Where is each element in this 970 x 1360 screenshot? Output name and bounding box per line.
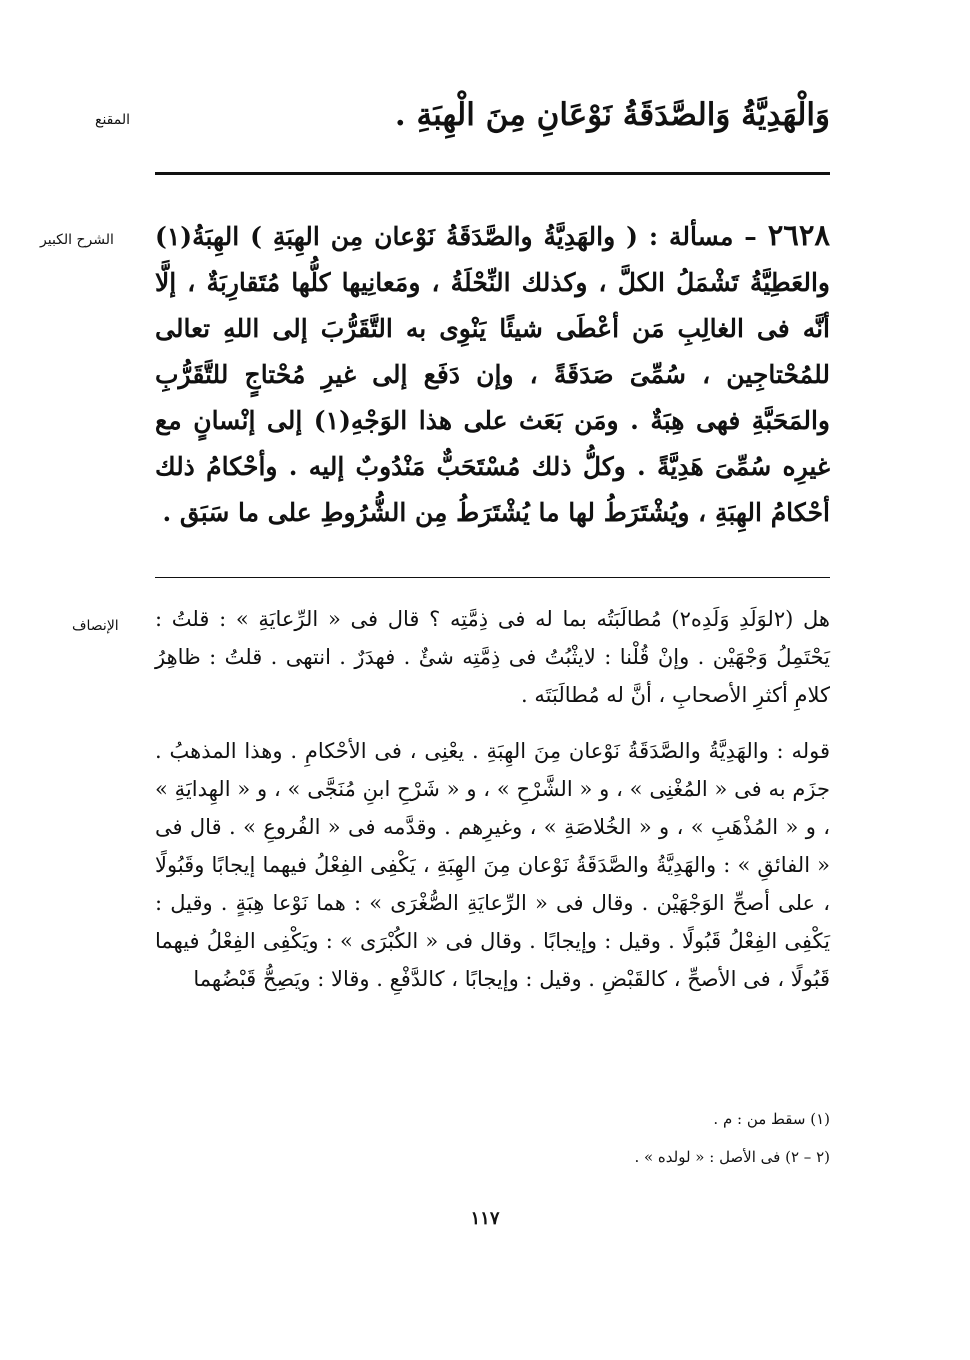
footnote-1: (١) سقط من : م .: [713, 1110, 830, 1128]
insaf-text: [155, 600, 830, 998]
insaf-paragraph-1: هل (٢لوَلَدِ وَلَدِه٢) مُطالَبَتُه بما له فى ذِمَّتِه ؟ قال فى « الرِّعايَةِ » : قلتُ : يَحْتَمِلُ وَجْهَيْن . وإنْ قُلْنا : لايثْبُتُ فى ذِمَّتِه شئٌ . فهدَرٌ . انتهى . قلتُ : ظاهِرُ كلامِ أكثرِ الأصحابِ ، أنَّ له مُطالَبَتَه .: [155, 607, 830, 707]
sharh-body: – مسألة : ( والهَدِيَّةُ والصَّدَقَةُ نَوْعان مِن الهِبَةِ ) الهِبَةُ(١) والعَطِيَّةُ تَشْمَلُ الكلَّ ، وكذلك النِّحْلَةُ ، ومَعانِيها كلُّها مُتَقارِبَةٌ ، إلَّا أنَّه فى الغالِبِ مَن أعْطَى شيئًا يَنْوِى به التَّقَرُّبَ إلى اللهِ تعالى للمُحْتاجِين ، سُمِّىَ صَدَقَةً ، وإن دَفَع إلى غيرِ مُحْتاجٍ للتَّقَرُّبِ والمَحَبَّةِ فهى هِبَةٌ . ومَن بَعَث على هذا الوَجْهِ(١) إلى إنْسانٍ مع غيرِه سُمِّىَ هَدِيَّةً . وكلُّ ذلك مُسْتَحَبٌّ مَنْدُوبٌ إليه . وأحْكامُ ذلك أحْكامُ الهِبَةِ ، ويُشْتَرَطُ لها ما يُشْتَرَطُ مِن الشُّرُوطِ على ما سَبَق .: [155, 222, 830, 527]
insaf-paragraph-2: قوله : والهَدِيَّةُ والصَّدَقَةُ نَوْعان مِنَ الهِبَةِ . يعْنِى ، فى الأحْكامِ . وهذا المذهبُ . جزَم به فى « المُغْنِى » ، و « الشَّرْحِ » ، و « شَرْحِ ابنِ مُنَجَّى » ، و « الهِدايَةِ » ، و « المُذْهَبِ » ، و « الخُلاصَةِ » ، وغيرِهم . وقدَّمه فى « الفُروعِ » . قال فى « الفائقِ » : والهَدِيَّةُ والصَّدَقَةُ نَوْعان مِنَ الهِبَةِ ، يَكْفِى الفِعْلُ فيهما إيجابًا وقَبُولًا ، على أصحِّ الوَجْهَيْن . وقال فى « الرِّعايَةِ الصُّغْرَى » : هما نَوْعا هِبَةٍ . وقيل : يَكْفِى الفِعْلُ قَبُولًا . وقيل : وإيجابًا . وقال فى « الكُبْرَى » : ويَكْفِى الفِعْلُ فيهما قَبُولًا ، فى الأصحِّ ، كالقَبْضِ . وقيل : وإيجابًا ، كالدَّفْعِ . وقالا : ويَصِحُّ قَبْضُهما: [155, 739, 830, 991]
matn-text: وَالْهَدِيَّةُ وَالصَّدَقَةُ نَوْعَانِ مِنَ الْهِبَةِ .: [394, 97, 830, 133]
sharh-text: [155, 212, 830, 536]
label-insaf: الإنصاف: [72, 618, 119, 634]
page-number: ١١٧: [470, 1208, 500, 1229]
section-divider-thin: [155, 577, 830, 578]
section-divider-thick: [155, 172, 830, 175]
label-matn: المقنع: [95, 112, 131, 128]
footnote-2: (٢ – ٢) فى الأصل : « لولده » .: [634, 1148, 830, 1166]
label-sharh: الشرح الكبير: [40, 232, 114, 248]
footnotes: [155, 1100, 830, 1176]
issue-number: ٢٦٢٨: [767, 218, 830, 252]
